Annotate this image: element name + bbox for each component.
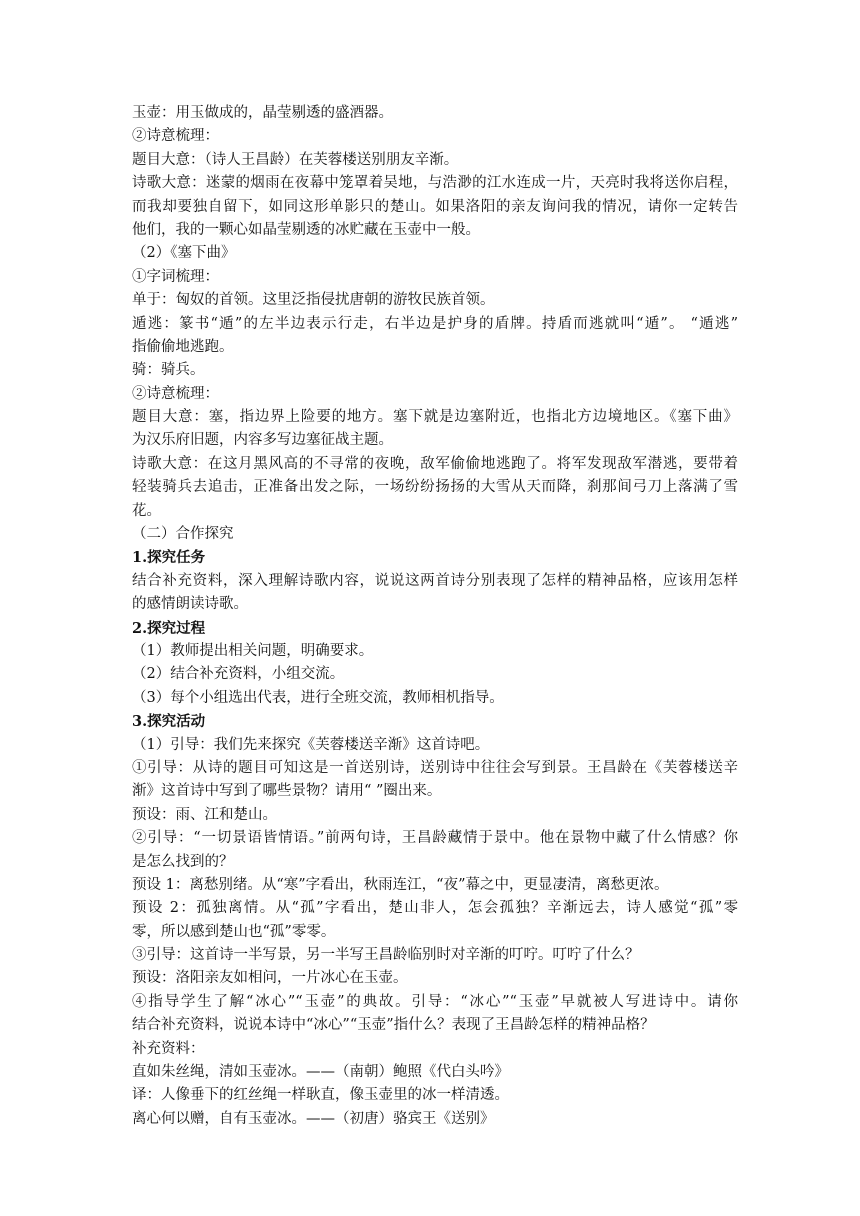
text-line: 为汉乐府旧题，内容多写边塞征战主题。 [132, 432, 393, 449]
text-line: ①引导：从诗的题目可知这是一首送别诗，送别诗中往往会写到景。王昌龄在《芙蓉楼送辛 [132, 759, 738, 776]
text-line: 诗歌大意：在这月黑风高的不寻常的夜晚，敌军偷偷地逃跑了。将军发现敌军潜逃，要带着 [132, 455, 738, 472]
text-line: 指偷偷地逃跑。 [132, 338, 234, 355]
section-heading: 1.探究任务 [132, 549, 206, 567]
text-line: 题目大意：（诗人王昌龄）在芙蓉楼送别朋友辛渐。 [132, 151, 459, 168]
text-line: ②引导：“一切景语皆情语。”前两句诗，王昌龄藏情于景中。他在景物中藏了什么情感？你 [132, 830, 738, 847]
text-line: （2）结合补充资料，小组交流。 [132, 666, 345, 683]
text-line: 离心何以赠，自有玉壶冰。——（初唐）骆宾王《送别》 [132, 1110, 495, 1127]
text-line: 的感情朗读诗歌。 [132, 596, 248, 613]
text-line: 他们，我的一颗心如晶莹剔透的冰贮藏在玉壶中一般。 [132, 221, 480, 238]
text-line: 渐》这首诗中写到了哪些景物？请用“ ”圈出来。 [132, 783, 442, 800]
text-line: （二）合作探究 [132, 526, 234, 543]
text-line: 结合补充资料，深入理解诗歌内容，说说这两首诗分别表现了怎样的精神品格，应该用怎样 [132, 572, 738, 589]
text-line: 预设 1：离愁别绪。从“寒”字看出，秋雨连江，“夜”幕之中，更显凄清，离愁更浓。 [132, 876, 669, 893]
text-line: （2）《塞下曲》 [132, 245, 236, 262]
text-line: 单于：匈奴的首领。这里泛指侵扰唐朝的游牧民族首领。 [132, 292, 495, 309]
text-line: ④指导学生了解“冰心”“玉壶”的典故。引导：“冰心”“玉壶”早就被人写进诗中。请你 [132, 993, 738, 1010]
text-line: ③引导：这首诗一半写景，另一半写王昌龄临别时对辛渐的叮咛。叮咛了什么？ [132, 947, 640, 964]
text-line: 结合补充资料，说说本诗中“冰心”“玉壶”指什么？表现了王昌龄怎样的精神品格？ [132, 1017, 655, 1034]
document-page [132, 102, 738, 1131]
text-line: ②诗意梳理： [132, 385, 219, 402]
text-line: 预设：雨、江和楚山。 [132, 806, 277, 823]
text-line: ②诗意梳理： [132, 128, 219, 145]
text-line: 轻装骑兵去追击，正准备出发之际，一场纷纷扬扬的大雪从天而降，刹那间弓刀上落满了雪 [132, 479, 738, 496]
section-heading: 2.探究过程 [132, 619, 206, 637]
text-line: 而我却要独自留下，如同这形单影只的楚山。如果洛阳的亲友询问我的情况，请你一定转告 [132, 198, 738, 215]
text-line: 是怎么找到的？ [132, 853, 234, 870]
document-body [132, 102, 738, 1131]
text-line: 题目大意：塞，指边界上险要的地方。塞下就是边塞附近，也指北方边境地区。《塞下曲》 [132, 409, 738, 426]
text-line: 预设：洛阳亲友如相问，一片冰心在玉壶。 [132, 970, 408, 987]
text-line: 补充资料： [132, 1040, 205, 1057]
text-line: 花。 [132, 502, 161, 519]
text-line: 零，所以感到楚山也“孤”零零。 [132, 923, 336, 940]
text-line: （1）教师提出相关问题，明确要求。 [132, 642, 374, 659]
text-line: 玉壶：用玉做成的，晶莹剔透的盛酒器。 [132, 105, 393, 121]
text-line: 骑：骑兵。 [132, 362, 205, 379]
text-line: 直如朱丝绳，清如玉壶冰。——（南朝）鲍照《代白头吟》 [132, 1064, 509, 1081]
text-line: （1）引导：我们先来探究《芙蓉楼送辛渐》这首诗吧。 [132, 736, 490, 753]
text-line: （3）每个小组选出代表，进行全班交流，教师相机指导。 [132, 689, 504, 706]
text-line: 诗歌大意：迷蒙的烟雨在夜幕中笼罩着吴地，与浩渺的江水连成一片，天亮时我将送你启程， [132, 175, 738, 192]
section-heading: 3.探究活动 [132, 713, 206, 731]
text-line: 遁逃：篆书“遁”的左半边表示行走，右半边是护身的盾牌。持盾而逃就叫“遁”。 “遁逃” [132, 315, 738, 332]
text-line: 预设 2：孤独离情。从“孤”字看出，楚山非人，怎会孤独？辛渐远去，诗人感觉“孤”零 [132, 900, 738, 917]
text-line: ①字词梳理： [132, 268, 219, 285]
text-line: 译：人像垂下的红丝绳一样耿直，像玉壶里的冰一样清透。 [132, 1087, 509, 1104]
